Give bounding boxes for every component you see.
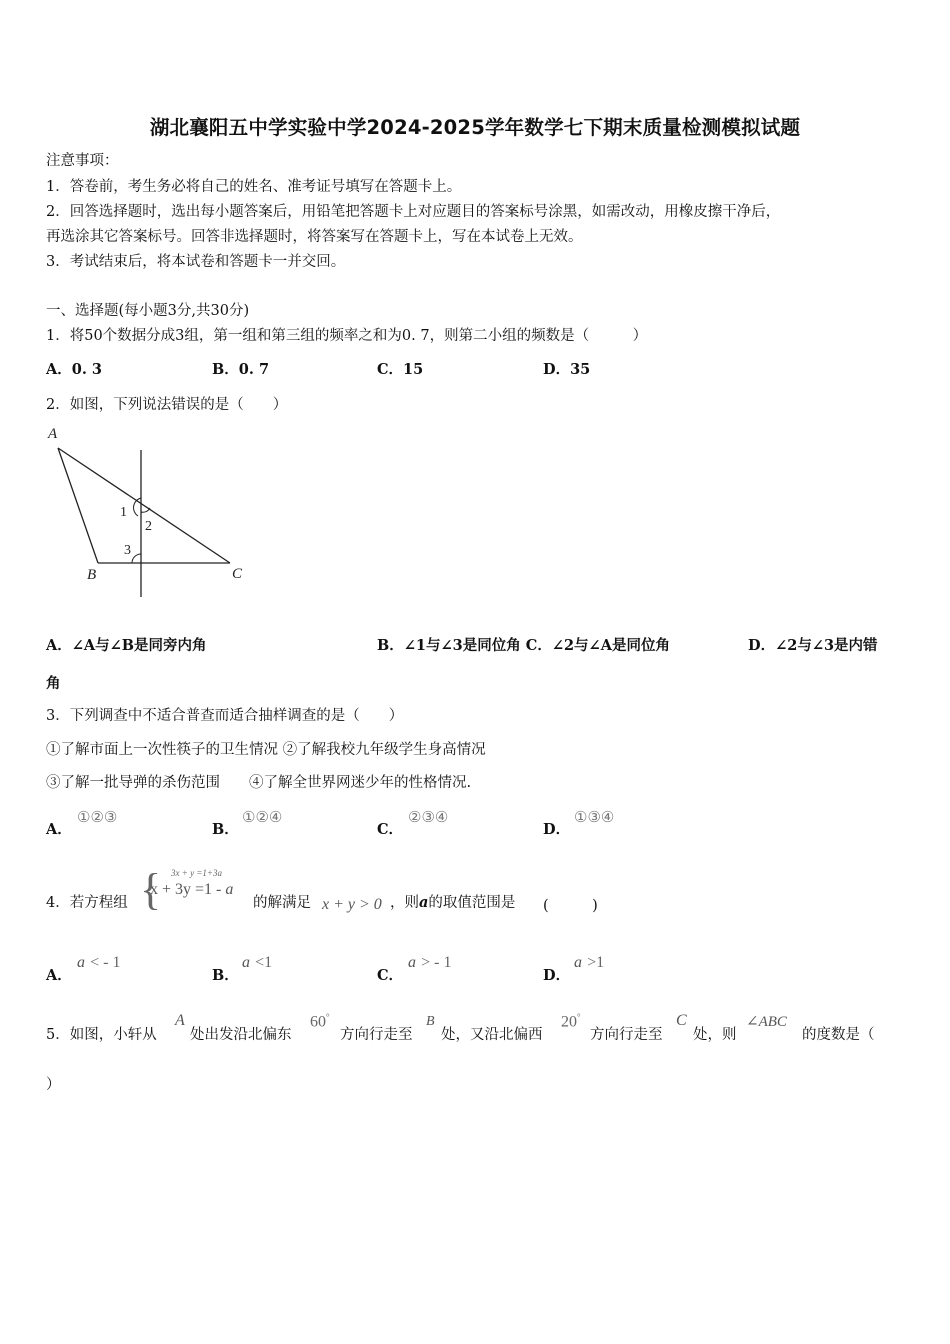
condition-expression: x + y > 0 xyxy=(322,896,382,913)
q3-option-b-value: ①②④ xyxy=(242,808,283,826)
q4-option-a-letter[interactable]: A． xyxy=(46,967,72,984)
equation-2: x + 3y =1 - a xyxy=(150,881,234,898)
angle-2-label: 2 xyxy=(145,519,152,534)
q2-option-d-cont: 角 xyxy=(46,675,61,692)
angle-abc: ∠ABC xyxy=(746,1014,787,1030)
q4-option-b-value: a <1 xyxy=(242,954,273,971)
q3-option-c-value: ②③④ xyxy=(408,808,449,826)
q3-option-b-letter[interactable]: B． xyxy=(212,821,239,838)
angle-20: 20° xyxy=(561,1012,581,1031)
segment-ab xyxy=(58,448,98,563)
note-3: 3．考试结束后，将本试卷和答题卡一并交回。 xyxy=(46,254,346,270)
question-4-mid: 的解满足 xyxy=(253,895,311,911)
question-5-part-2: 处出发沿北偏东 xyxy=(190,1027,292,1043)
angle-3-arc xyxy=(132,554,141,563)
q4-option-c-letter[interactable]: C． xyxy=(377,967,404,984)
point-c: C xyxy=(676,1012,687,1029)
question-1-stem: 1．将50个数据分成3组，第一组和第三组的频率之和为0. 7，则第二小组的频数是（ ） xyxy=(46,328,648,344)
section-heading: 一、选择题(每小题3分,共30分) xyxy=(46,303,250,319)
system-brace: { xyxy=(140,865,162,914)
answer-paren: ( ) xyxy=(543,898,598,914)
question-5-part-3: 方向行走至 xyxy=(340,1027,413,1043)
note-2-cont: 再选涂其它答案标号。回答非选择题时，将答案写在答题卡上，写在本试卷上无效。 xyxy=(46,229,583,245)
q2-option-a[interactable]: A．∠A与∠B是同旁内角 xyxy=(46,637,207,654)
q2-option-b-c[interactable]: B．∠1与∠3是同位角 C．∠2与∠A是同位角 xyxy=(377,637,670,654)
note-2: 2．回答选择题时，选出每小题答案后，用铅笔把答题卡上对应题目的答案标号涂黑，如需改动，用橡皮擦干净后， xyxy=(46,204,781,220)
point-a: A xyxy=(175,1012,185,1029)
angle-1-label: 1 xyxy=(120,505,127,520)
vertex-b-label: B xyxy=(87,567,97,583)
q3-items-line-1: ①了解市面上一次性筷子的卫生情况 ②了解我校九年级学生身高情况 xyxy=(46,742,486,758)
equation-1: 3x + y =1+3a xyxy=(171,868,222,878)
q3-option-d-letter[interactable]: D． xyxy=(543,821,571,838)
q1-option-d[interactable]: D．35 xyxy=(543,361,591,378)
q1-option-c[interactable]: C．15 xyxy=(377,361,424,378)
q3-option-c-letter[interactable]: C． xyxy=(377,821,404,838)
question-2-stem: 2．如图，下列说法错误的是（ ） xyxy=(46,397,288,413)
page-title: 湖北襄阳五中学实验中学2024-2025学年数学七下期末质量检测模拟试题 xyxy=(149,116,801,139)
note-1: 1．答卷前，考生务必将自己的姓名、准考证号填写在答题卡上。 xyxy=(46,179,462,195)
question-5-part-4: 处，又沿北偏西 xyxy=(441,1027,543,1043)
q1-option-a[interactable]: A．0. 3 xyxy=(46,361,103,378)
question-4-suffix: ，则a的取值范围是 xyxy=(390,894,516,911)
segment-ac xyxy=(58,448,230,563)
q1-option-b[interactable]: B．0. 7 xyxy=(212,361,270,378)
q3-option-a-value: ①②③ xyxy=(77,808,118,826)
question-5-part-6: 处，则 xyxy=(693,1027,737,1043)
q4-option-d-letter[interactable]: D． xyxy=(543,967,571,984)
q4-option-b-letter[interactable]: B． xyxy=(212,967,239,984)
q2-triangle-figure xyxy=(40,420,260,605)
point-b: B xyxy=(426,1014,435,1029)
question-5-part-7: 的度数是（ xyxy=(802,1027,875,1043)
angle-3-label: 3 xyxy=(124,543,131,558)
q4-option-c-value: a > - 1 xyxy=(408,954,452,971)
question-4-prefix: 4．若方程组 xyxy=(46,895,128,911)
q2-option-d[interactable]: D．∠2与∠3是内错 xyxy=(748,637,878,654)
vertex-c-label: C xyxy=(232,566,243,582)
q4-option-d-value: a >1 xyxy=(574,954,605,971)
question-5-part-5: 方向行走至 xyxy=(590,1027,663,1043)
notes-heading: 注意事项： xyxy=(46,153,119,169)
vertex-a-label: A xyxy=(48,426,58,442)
q3-items-line-2: ③了解一批导弹的杀伤范围 ④了解全世界网迷少年的性格情况. xyxy=(46,775,472,791)
q4-option-a-value: a < - 1 xyxy=(77,954,121,971)
angle-60: 60° xyxy=(310,1012,330,1031)
q3-option-a-letter[interactable]: A． xyxy=(46,821,72,838)
question-3-stem: 3．下列调查中不适合普查而适合抽样调查的是（ ） xyxy=(46,708,404,724)
question-5-cont: ） xyxy=(46,1077,61,1093)
question-5-part-1: 5．如图，小轩从 xyxy=(46,1027,157,1043)
q3-option-d-value: ①③④ xyxy=(574,808,615,826)
